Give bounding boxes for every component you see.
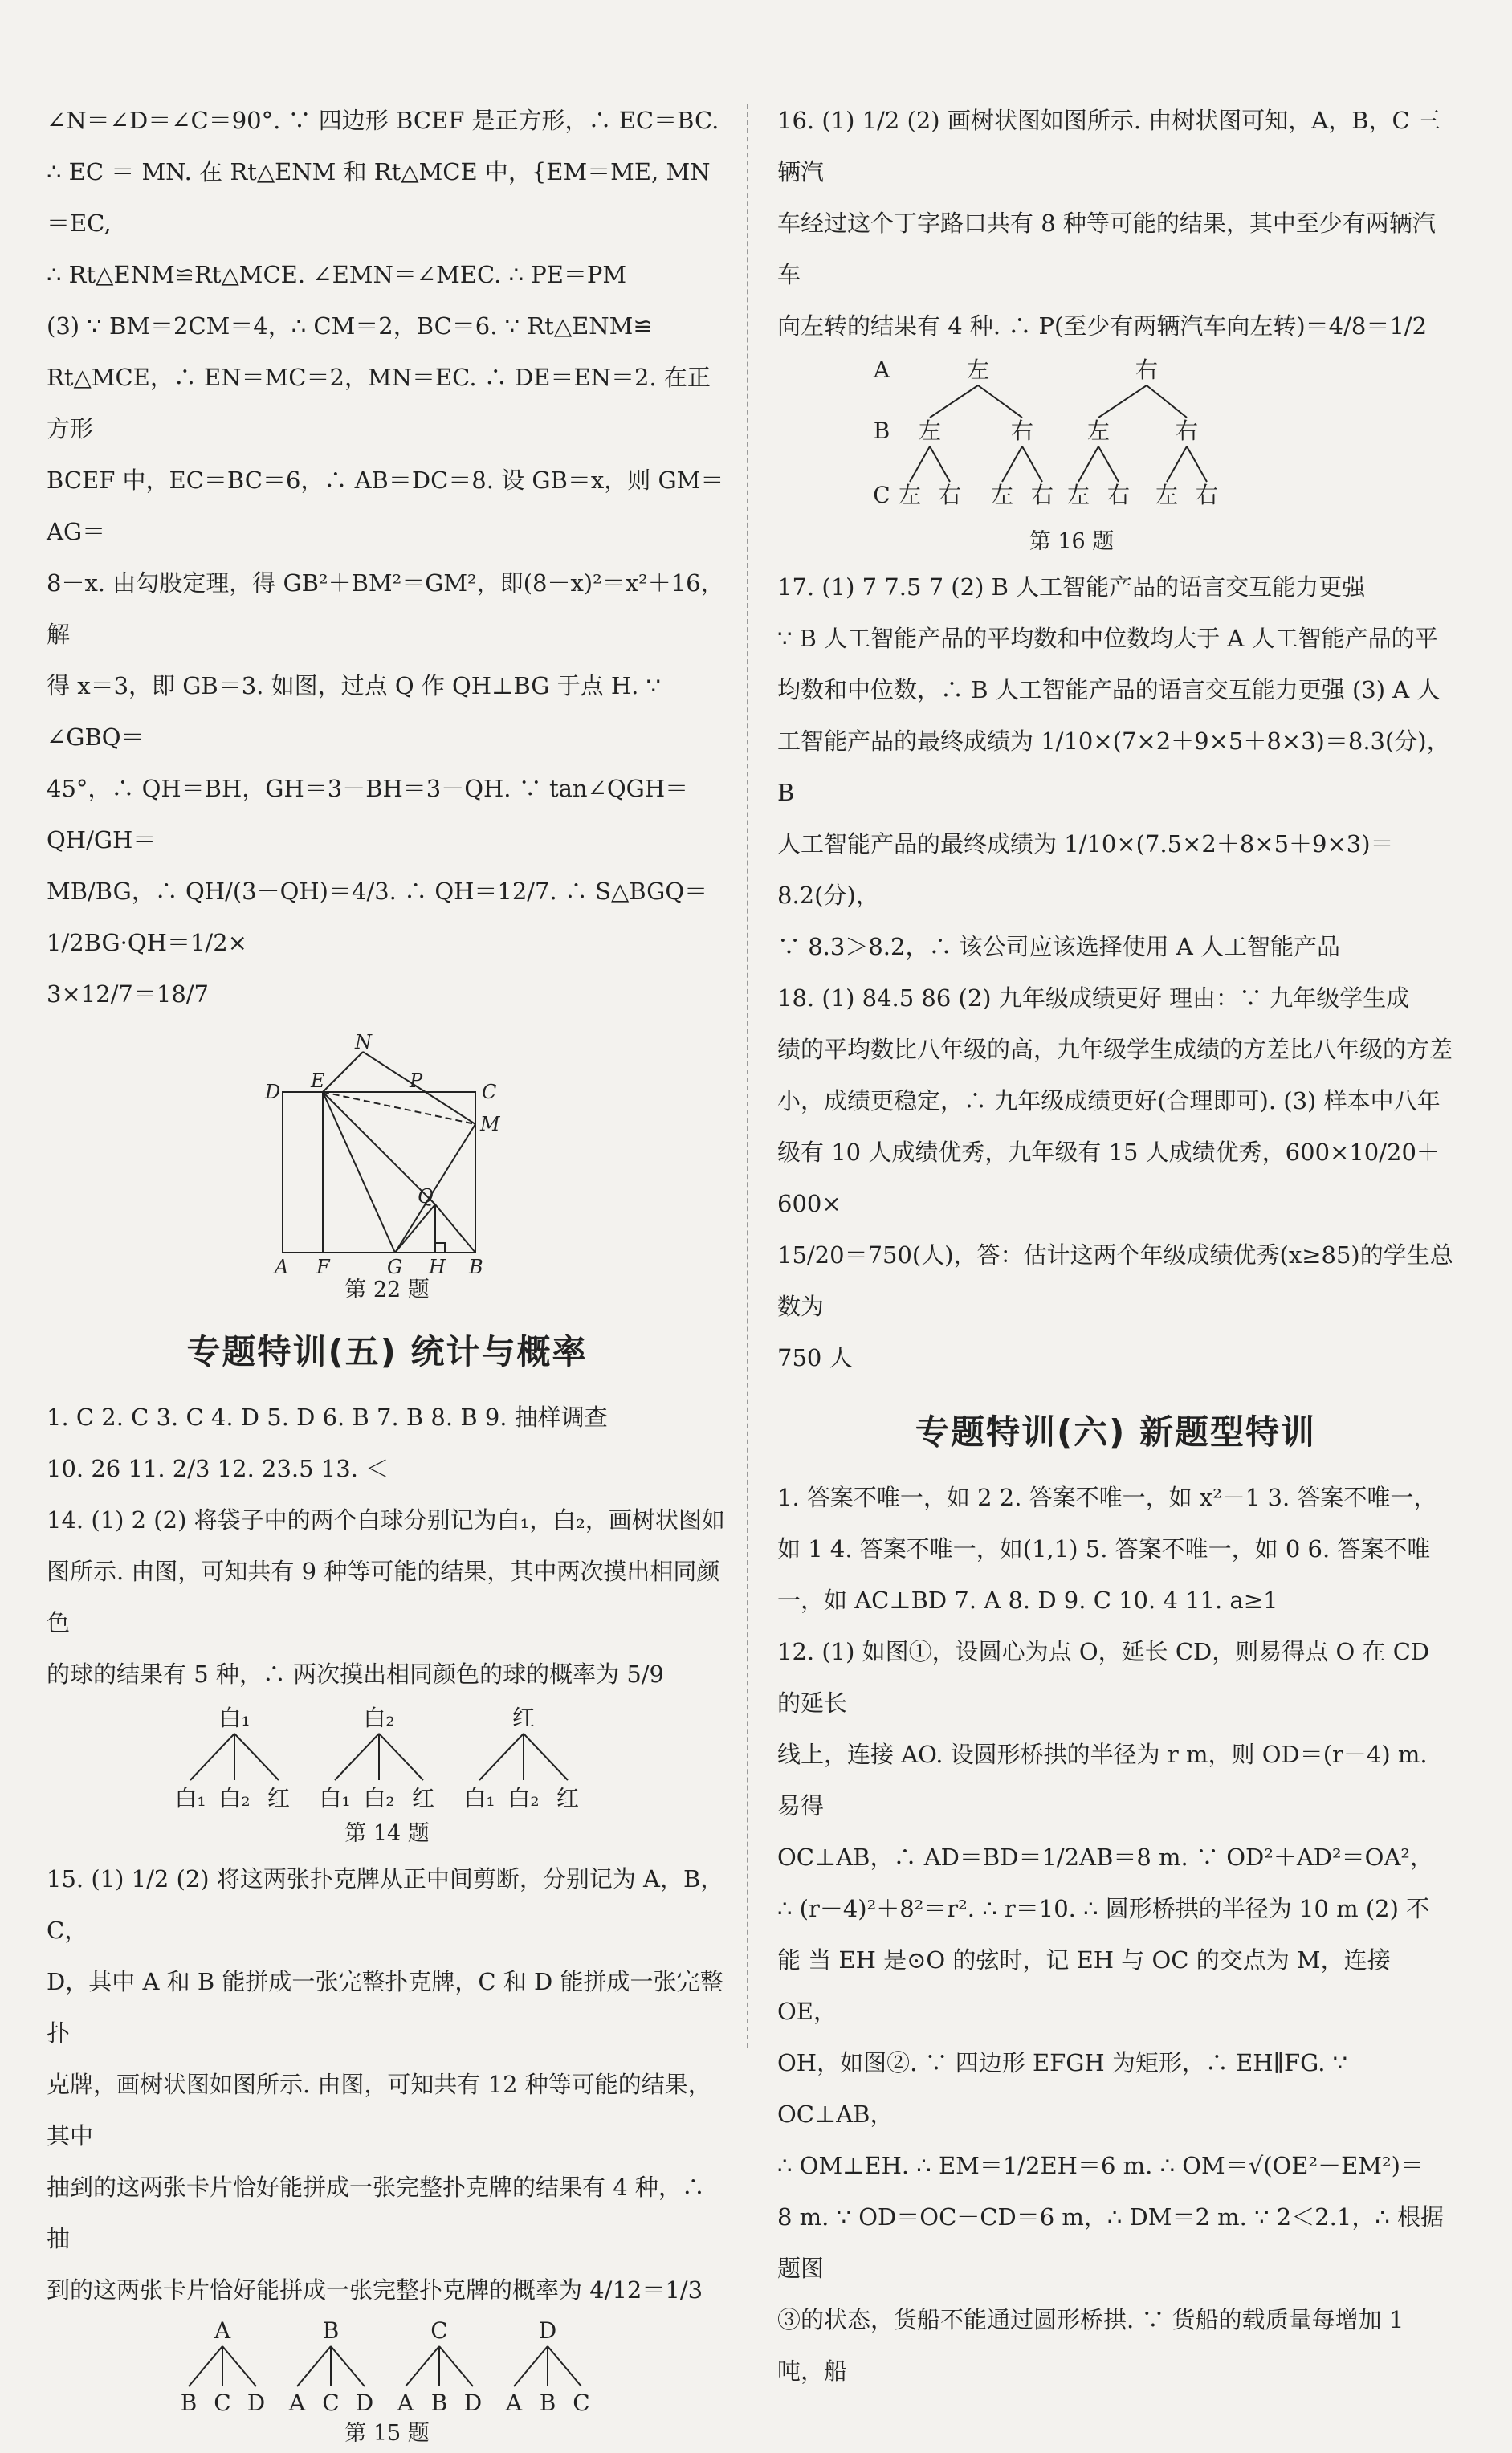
text-line: D，其中 A 和 B 能拼成一张完整扑克牌，C 和 D 能拼成一张完整扑 <box>47 1968 723 2047</box>
text-line: 能 当 EH 是⊙O 的弦时，记 EH 与 OC 的交点为 M，连接 OE， <box>777 1946 1391 2025</box>
q18-solution <box>777 972 1454 1383</box>
tree-node-leaf: 白₁ <box>463 1785 495 1811</box>
text-line: Rt△MCE，∴ EN＝MC＝2，MN＝EC. ∴ DE＝EN＝2. 在正方形 <box>47 364 711 442</box>
label-A: A <box>275 1256 289 1278</box>
tree-branch <box>189 2346 222 2386</box>
tree-branch <box>331 2346 365 2386</box>
text-line: ∴ EC ＝ MN. 在 Rt△ENM 和 Rt△MCE 中，{EM＝ME, MN＝EC, <box>47 158 711 237</box>
q14-solution <box>47 1494 727 1700</box>
text-line: 得 x＝3，即 GB＝3. 如图，过点 Q 作 QH⊥BG 于点 H. ∵ ∠GBQ＝ <box>47 672 662 751</box>
tree-branch <box>1002 446 1022 482</box>
label-M: M <box>480 1113 500 1135</box>
tree-row-label: C <box>873 482 890 508</box>
tree-branch <box>514 2346 548 2386</box>
tree-node-root: 红 <box>511 1705 536 1731</box>
tree-node-level2: 右 <box>1010 418 1034 444</box>
text-line: OC⊥AB，∴ AD＝BD＝1/2AB＝8 m. ∵ OD²＋AD²＝OA²， <box>777 1844 1434 1871</box>
tree-node-leaf: A <box>288 2390 306 2416</box>
tree-branch <box>1022 446 1042 482</box>
label-C: C <box>482 1081 497 1103</box>
figure-16-caption: 第 16 题 <box>1029 529 1115 554</box>
tree-node-root: 白₂ <box>363 1705 395 1731</box>
tree-row-label: B <box>873 418 890 444</box>
text-line: OH，如图②. ∵ 四边形 EFGH 为矩形，∴ EH∥FG. ∵ OC⊥AB， <box>777 2049 1348 2128</box>
text-line: ∵ B 人工智能产品的平均数和中位数均大于 A 人工智能产品的平 <box>777 625 1438 652</box>
section-5-title: 专题特训(五) 统计与概率 <box>186 1332 588 1371</box>
figure-14-caption: 第 14 题 <box>344 1821 430 1846</box>
tree-node-leaf: 红 <box>267 1785 291 1811</box>
text-line: 8－x. 由勾股定理，得 GB²＋BM²＝GM²，即(8－x)²＝x²＋16，解 <box>47 569 724 648</box>
tree-branch <box>222 2346 256 2386</box>
tree-node-leaf: B <box>539 2390 556 2416</box>
tree-node-leaf: A <box>397 2390 414 2416</box>
tree-branch <box>930 385 978 418</box>
tree-branch <box>1098 385 1147 418</box>
column-divider <box>747 104 748 2048</box>
text-line: 向左转的结果有 4 种. ∴ P(至少有两辆汽车向左转)＝4/8＝1/2 <box>777 312 1428 340</box>
tree-branch <box>930 446 950 482</box>
right-column <box>777 95 1454 2397</box>
tree-branch <box>335 1734 379 1780</box>
s5-answers-1: 1. C 2. C 3. C 4. D 5. D 6. B 7. B 8. B 9. 抽样调查 <box>47 1404 608 1431</box>
label-N: N <box>355 1031 372 1053</box>
tree-node-level3: 右 <box>1030 482 1054 508</box>
tree-node-root: 白₁ <box>218 1705 251 1731</box>
tree-branch <box>406 2346 439 2386</box>
text-line: ∴ (r－4)²＋8²＝r². ∴ r＝10. ∴ 圆形桥拱的半径为 10 m (2) 不 <box>777 1895 1430 1922</box>
tree-node-level2: 右 <box>1175 418 1199 444</box>
text-line: 工智能产品的最终成绩为 1/10×(7×2＋9×5＋8×3)＝8.3(分)，B <box>777 727 1450 806</box>
tree-branch <box>1187 446 1207 482</box>
tree-node-level3: 右 <box>1106 482 1131 508</box>
tree-node-leaf: 白₂ <box>218 1785 251 1811</box>
tree-node-level3: 左 <box>1155 482 1179 508</box>
tree-branch <box>1167 446 1187 482</box>
q16-solution <box>777 95 1454 352</box>
tree-node-leaf: D <box>355 2390 374 2416</box>
tree-node-leaf: D <box>463 2390 483 2416</box>
text-line: BCEF 中，EC＝BC＝6，∴ AB＝DC＝8. 设 GB＝x，则 GM＝AG＝ <box>47 467 724 545</box>
tree-branch <box>379 1734 423 1780</box>
figure-22-caption: 第 22 题 <box>344 1277 430 1302</box>
tree-node-leaf: 白₂ <box>363 1785 395 1811</box>
tree-branch <box>297 2346 331 2386</box>
tree-node-level2: 左 <box>918 418 942 444</box>
tree-node-level1: 右 <box>1135 357 1159 383</box>
text-line: 人工智能产品的最终成绩为 1/10×(7.5×2＋8×5＋9×3)＝8.2(分)， <box>777 830 1394 909</box>
tree-branch <box>524 1734 568 1780</box>
label-F: F <box>316 1256 330 1278</box>
q17-solution <box>777 561 1454 972</box>
tree-node-level3: 左 <box>990 482 1014 508</box>
text-line: 一，如 AC⊥BD 7. A 8. D 9. C 10. 4 11. a≥1 <box>777 1587 1278 1614</box>
tree-node-root: C <box>430 2317 448 2344</box>
text-line: ∴ Rt△ENM≌Rt△MCE. ∠EMN＝∠MEC. ∴ PE＝PM <box>47 261 627 288</box>
tree-branch <box>910 446 930 482</box>
tree-branch <box>978 385 1022 418</box>
text-line: ③的状态，货船不能通过圆形桥拱. ∵ 货船的载质量每增加 1 吨，船 <box>777 2306 1404 2385</box>
text-line: 级有 10 人成绩优秀，九年级有 15 人成绩优秀，600×10/20＋600× <box>777 1139 1440 1217</box>
text-line: 小，成绩更稳定，∴ 九年级成绩更好(合理即可). (3) 样本中八年 <box>777 1087 1441 1114</box>
s6-answers <box>777 1472 1454 1626</box>
text-line: 1. 答案不唯一，如 2 2. 答案不唯一，如 x²－1 3. 答案不唯一， <box>777 1484 1437 1511</box>
text-line: 车经过这个丁字路口共有 8 种等可能的结果，其中至少有两辆汽车 <box>777 210 1436 288</box>
tree-node-leaf: B <box>430 2390 448 2416</box>
text-line: MB/BG，∴ QH/(3－QH)＝4/3. ∴ QH＝12/7. ∴ S△BGQ＝1/2BG·QH＝1/2× <box>47 878 708 956</box>
tree-node-leaf: 红 <box>411 1785 435 1811</box>
text-line: 3×12/7＝18/7 <box>47 980 209 1008</box>
text-line: 45°，∴ QH＝BH，GH＝3－BH＝3－QH. ∵ tan∠QGH＝QH/GH＝ <box>47 775 689 854</box>
text-line: 12. (1) 如图①，设圆心为点 O，延长 CD，则易得点 O 在 CD 的延长 <box>777 1638 1430 1717</box>
tree-diagram-14 <box>162 1700 612 1820</box>
tree-diagram-15 <box>162 2316 612 2420</box>
tree-branch <box>439 2346 473 2386</box>
text-line: 18. (1) 84.5 86 (2) 九年级成绩更好 理由：∵ 九年级学生成 <box>777 984 1410 1012</box>
text-line: 抽到的这两张卡片恰好能拼成一张完整扑克牌的结果有 4 种，∴ 抽 <box>47 2174 705 2252</box>
text-line: 15/20＝750(人)，答：估计这两个年级成绩优秀(x≥85)的学生总数为 <box>777 1241 1453 1320</box>
tree-node-level3: 右 <box>1195 482 1219 508</box>
tree-node-level3: 右 <box>938 482 962 508</box>
label-B: B <box>469 1256 483 1278</box>
q15-solution <box>47 1853 727 2316</box>
tree-node-root: A <box>214 2317 231 2344</box>
text-line: ∵ 8.3＞8.2，∴ 该公司应该选择使用 A 人工智能产品 <box>777 933 1341 960</box>
tree-node-level3: 左 <box>898 482 922 508</box>
tree-node-leaf: 白₂ <box>507 1785 540 1811</box>
label-P: P <box>410 1070 423 1092</box>
tree-node-leaf: 红 <box>556 1785 580 1811</box>
left-column <box>47 95 727 2453</box>
tree-branch <box>1098 446 1119 482</box>
tree-node-leaf: A <box>505 2390 523 2416</box>
q12-solution <box>777 1626 1454 2397</box>
text-line: ∠N＝∠D＝∠C＝90°. ∵ 四边形 BCEF 是正方形，∴ EC＝BC. <box>47 107 719 134</box>
text-line: 克牌，画树状图如图所示. 由图，可知共有 12 种等可能的结果，其中 <box>47 2071 711 2149</box>
tree-diagram-16 <box>866 352 1283 528</box>
text-line: 17. (1) 7 7.5 7 (2) B 人工智能产品的语言交互能力更强 <box>777 573 1366 601</box>
text-line: 750 人 <box>777 1344 853 1371</box>
text-line: 到的这两张卡片恰好能拼成一张完整扑克牌的概率为 4/12＝1/3 <box>47 2276 703 2304</box>
label-G: G <box>387 1256 403 1278</box>
tree-node-leaf: 白₁ <box>174 1785 206 1811</box>
text-line: 如 1 4. 答案不唯一，如(1,1) 5. 答案不唯一，如 0 6. 答案不唯 <box>777 1535 1431 1563</box>
text-line: 16. (1) 1/2 (2) 画树状图如图所示. 由树状图可知，A，B，C 三辆汽 <box>777 107 1441 185</box>
figure-22 <box>265 1031 507 1278</box>
label-Q: Q <box>418 1185 434 1208</box>
s5-answers-2: 10. 26 11. 2/3 12. 23.5 13. ＜ <box>47 1455 389 1482</box>
tree-node-root: D <box>538 2317 557 2344</box>
section-6-title: 专题特训(六) 新题型特训 <box>915 1412 1316 1452</box>
tree-branch <box>234 1734 279 1780</box>
tree-node-leaf: D <box>247 2390 266 2416</box>
tree-node-leaf: 白₁ <box>319 1785 351 1811</box>
text-line: 均数和中位数，∴ B 人工智能产品的语言交互能力更强 (3) A 人 <box>777 676 1441 703</box>
tree-row-label: A <box>873 357 890 383</box>
label-D: D <box>265 1081 281 1103</box>
tree-branch <box>479 1734 524 1780</box>
text-line: 图所示. 由图，可知共有 9 种等可能的结果，其中两次摸出相同颜色 <box>47 1558 720 1636</box>
figure-15-caption: 第 15 题 <box>344 2421 430 2446</box>
tree-node-leaf: C <box>214 2390 231 2416</box>
tree-branch <box>190 1734 234 1780</box>
text-line: (3) ∵ BM＝2CM＝4，∴ CM＝2，BC＝6. ∵ Rt△ENM≌ <box>47 312 653 340</box>
text-line: 8 m. ∵ OD＝OC－CD＝6 m，∴ DM＝2 m. ∵ 2＜2.1，∴ 根据题图 <box>777 2203 1444 2282</box>
tree-node-leaf: B <box>180 2390 198 2416</box>
tree-branch <box>548 2346 581 2386</box>
tree-node-level1: 左 <box>966 357 990 383</box>
tree-node-leaf: C <box>573 2390 590 2416</box>
tree-node-level3: 左 <box>1066 482 1090 508</box>
label-H: H <box>429 1256 446 1278</box>
text-line: 的球的结果有 5 种，∴ 两次摸出相同颜色的球的概率为 5/9 <box>47 1660 664 1688</box>
tree-node-root: B <box>322 2317 340 2344</box>
tree-branch <box>1147 385 1187 418</box>
text-line: 绩的平均数比八年级的高，九年级学生成绩的方差比八年级的方差 <box>777 1036 1453 1063</box>
tree-node-level2: 左 <box>1086 418 1111 444</box>
tree-branch <box>1078 446 1098 482</box>
tree-node-leaf: C <box>322 2390 340 2416</box>
text-line: ∴ OM⊥EH. ∴ EM＝1/2EH＝6 m. ∴ OM＝√(OE²－EM²)＝ <box>777 2152 1424 2179</box>
label-E: E <box>311 1070 325 1092</box>
q22-solution <box>47 95 727 1020</box>
text-line: 线上，连接 AO. 设圆形桥拱的半径为 r m，则 OD＝(r－4) m. 易得 <box>777 1741 1428 1819</box>
text-line: 15. (1) 1/2 (2) 将这两张扑克牌从正中间剪断，分别记为 A，B，C， <box>47 1865 724 1944</box>
text-line: 14. (1) 2 (2) 将袋子中的两个白球分别记为白₁，白₂，画树状图如 <box>47 1506 725 1534</box>
